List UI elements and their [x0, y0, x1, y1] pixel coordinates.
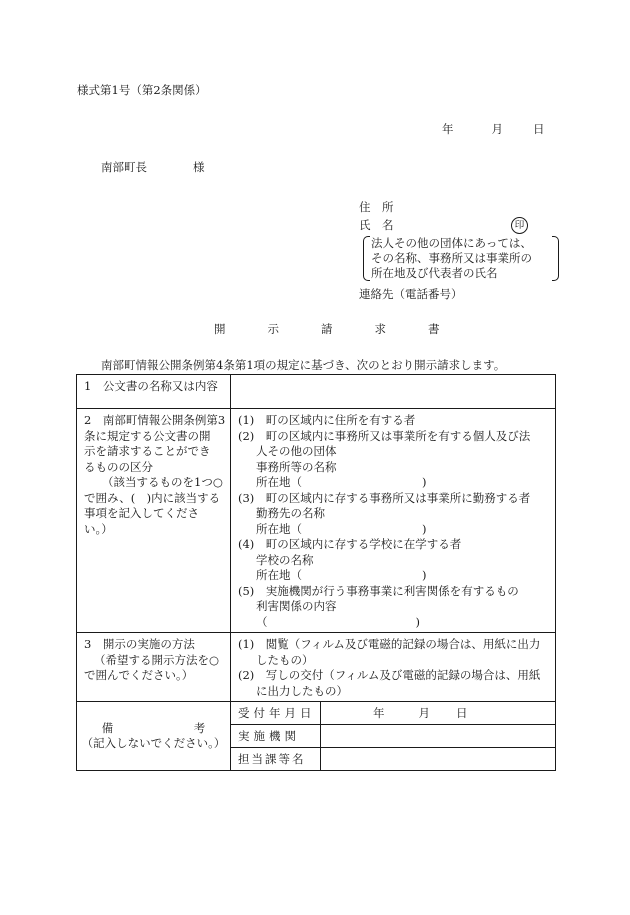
office-address-field[interactable]: 所在地（ ): [256, 475, 427, 489]
method-label: [77, 633, 231, 702]
date-day: 日: [533, 122, 545, 136]
method-options[interactable]: [231, 633, 556, 702]
category-options[interactable]: [231, 409, 556, 633]
school-address-field[interactable]: 所在地（ ): [256, 568, 427, 582]
agency-field: [321, 725, 556, 748]
method-label-line: （希望する開示方法を○: [94, 652, 220, 667]
workplace-name-label: 勤務先の名称: [256, 506, 325, 520]
method-option-2-cont: に出力したもの）: [256, 683, 348, 698]
category-option-4[interactable]: (4) 町の区域内に存する学校に在学する者: [238, 537, 462, 551]
workplace-address-field[interactable]: 所在地（ ): [256, 521, 427, 536]
addressee: [101, 161, 205, 175]
seal-icon: 印: [511, 217, 528, 234]
received-date-label: 受付年月日: [231, 702, 321, 725]
method-label-line: で囲んでください。）: [84, 668, 194, 682]
title-char: 請: [321, 322, 333, 336]
addressee-name: 南部町長: [101, 160, 147, 174]
category-label-line: い。）: [84, 521, 113, 536]
title-char: 書: [428, 322, 440, 336]
document-label: 1 公文書の名称又は内容: [77, 375, 231, 409]
corporate-note: [359, 236, 549, 281]
intro-text: 南部町情報公開条例第4条第1項の規定に基づき、次のとおり開示請求します。: [101, 358, 506, 372]
remarks-title: 備 考: [101, 720, 206, 735]
office-name-label: 事務所等の名称: [256, 459, 337, 474]
category-option-2-cont: 人その他の団体: [256, 444, 337, 458]
method-option-1-cont: したもの）: [256, 652, 314, 667]
received-date-field: 年 月 日: [321, 702, 556, 725]
name-row: [359, 216, 549, 234]
address-label: 住 所: [359, 200, 394, 214]
dept-field: [321, 748, 556, 771]
addressee-honorific: 様: [193, 160, 205, 174]
document-title: [214, 323, 482, 337]
category-option-1[interactable]: (1) 町の区域内に住所を有する者: [238, 413, 416, 427]
request-date: [442, 123, 545, 137]
category-label: [77, 409, 231, 633]
category-label-line: 示を請求することができ: [84, 444, 211, 458]
interest-field[interactable]: （ ): [256, 614, 420, 629]
category-option-3[interactable]: (3) 町の区域内に存する事務所又は事業所に勤務する者: [238, 490, 531, 505]
dept-label: 担当課等名: [231, 748, 321, 771]
contact-label: 連絡先（電話番号）: [359, 287, 463, 301]
interest-label: 利害関係の内容: [256, 599, 337, 613]
category-option-5[interactable]: (5) 実施機関が行う事務事業に利害関係を有するもの: [238, 583, 519, 598]
category-label-line: 条に規定する公文書の開: [84, 428, 211, 443]
form-number: 様式第1号（第2条関係）: [77, 83, 207, 97]
title-char: 開: [214, 322, 226, 336]
document-input[interactable]: [231, 375, 556, 409]
corporate-note-line: 法人その他の団体にあっては、: [371, 236, 532, 250]
method-option-2[interactable]: (2) 写しの交付（フィルム及び電磁的記録の場合は、用紙: [238, 668, 541, 682]
category-label-line: 事項を記入してくださ: [84, 506, 199, 520]
date-year: 年: [442, 122, 454, 136]
corporate-note-line: その名称、事務所又は事業所の: [371, 251, 532, 265]
method-label-line: 3 開示の実施の方法: [84, 637, 195, 651]
request-table: [76, 374, 556, 771]
method-option-1[interactable]: (1) 閲覧（フィルム及び電磁的記録の場合は、用紙に出力: [238, 637, 541, 651]
remarks-note: （記入しないでください。）: [81, 736, 226, 750]
category-label-line: で囲み、( )内に該当する: [84, 490, 221, 505]
name-label: 氏 名: [359, 218, 394, 232]
school-name-label: 学校の名称: [256, 552, 314, 567]
category-label-line: るものの区分: [84, 459, 153, 474]
corporate-note-line: 所在地及び代表者の氏名: [371, 266, 498, 280]
title-char: 求: [374, 322, 386, 336]
remarks-label: [77, 702, 231, 771]
title-char: 示: [267, 322, 279, 336]
category-label-line: （該当するものを1つ○: [102, 475, 223, 489]
category-option-2[interactable]: (2) 町の区域内に事務所又は事業所を有する個人及び法: [238, 428, 531, 443]
category-label-line: 2 南部町情報公開条例第3: [84, 413, 226, 427]
date-month: 月: [491, 122, 503, 136]
applicant-block: [359, 198, 549, 303]
agency-label: 実施機関: [231, 725, 321, 748]
